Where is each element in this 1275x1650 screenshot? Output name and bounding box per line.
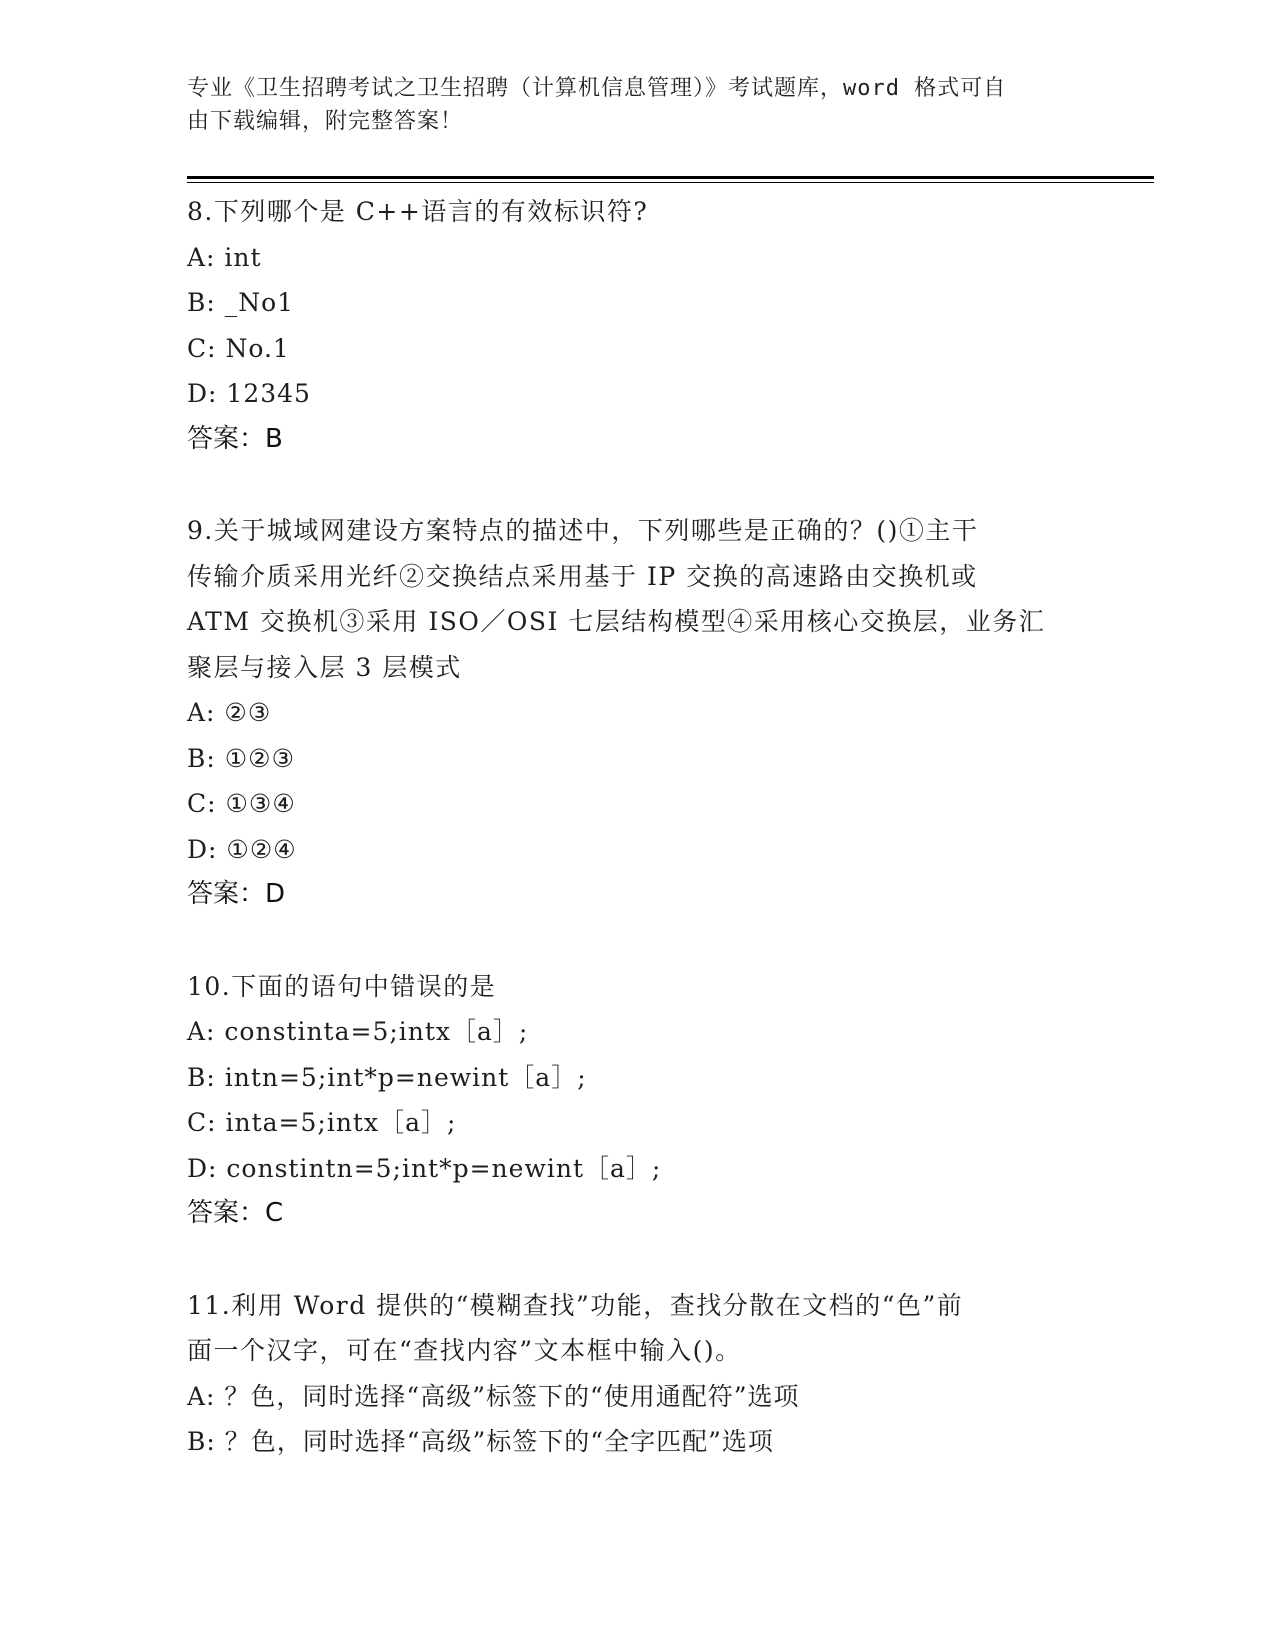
question-list: [187, 189, 1067, 1511]
option-b: B: ？色，同时选择“高级”标签下的“全字匹配”选项: [187, 1427, 774, 1456]
question-stem-line-2: 传输介质采用光纤②交换结点采用基于 IP 交换的高速路由交换机或: [187, 561, 978, 591]
option-c: C: inta=5;intx［a］;: [187, 1108, 457, 1137]
option-a: A: int: [187, 242, 262, 272]
option-a: A: ？色，同时选择“高级”标签下的“使用通配符”选项: [187, 1381, 800, 1411]
answer-line: 答案：C: [187, 1198, 284, 1228]
question-11: [187, 1283, 1067, 1465]
option-a: A: constinta=5;intx［a］;: [187, 1017, 529, 1046]
header-line-2: 由下载编辑，附完整答案！: [187, 109, 464, 134]
question-9: [187, 508, 1067, 918]
option-a: A: ②③: [187, 698, 272, 727]
question-8: [187, 189, 1067, 462]
option-c: C: ①③④: [187, 789, 296, 818]
option-b: B: _No1: [187, 288, 295, 317]
question-stem-line-1: 9.关于城域网建设方案特点的描述中，下列哪些是正确的？()①主干: [187, 516, 979, 545]
document-header: [187, 72, 1067, 138]
option-b: B: ①②③: [187, 743, 295, 773]
answer-line: 答案：B: [187, 423, 283, 454]
header-divider-thin: [187, 182, 1154, 183]
answer-line: 答案：D: [187, 879, 286, 909]
question-stem: 8.下列哪个是 C++语言的有效标识符?: [187, 197, 649, 226]
option-d: D: constintn=5;int*p=newint［a］;: [187, 1153, 662, 1183]
header-line-1: 专业《卫生招聘考试之卫生招聘（计算机信息管理）》考试题库，word 格式可自: [187, 76, 1007, 101]
question-stem: 10.下面的语句中错误的是: [187, 971, 497, 1001]
question-stem-line-3: ATM 交换机③采用 ISO／OSI 七层结构模型④采用核心交换层，业务汇: [187, 607, 1046, 636]
option-d: D: 12345: [187, 379, 311, 408]
option-d: D: ①②④: [187, 834, 297, 864]
question-stem-line-1: 11.利用 Word 提供的“模糊查找”功能，查找分散在文档的“色”前: [187, 1290, 964, 1320]
question-stem-line-4: 聚层与接入层 3 层模式: [187, 652, 462, 682]
option-c: C: No.1: [187, 333, 290, 363]
question-stem-line-2: 面一个汉字，可在“查找内容”文本框中输入()。: [187, 1336, 742, 1365]
option-b: B: intn=5;int*p=newint［a］;: [187, 1062, 587, 1092]
header-divider-thick: [187, 176, 1154, 179]
question-10: [187, 964, 1067, 1237]
